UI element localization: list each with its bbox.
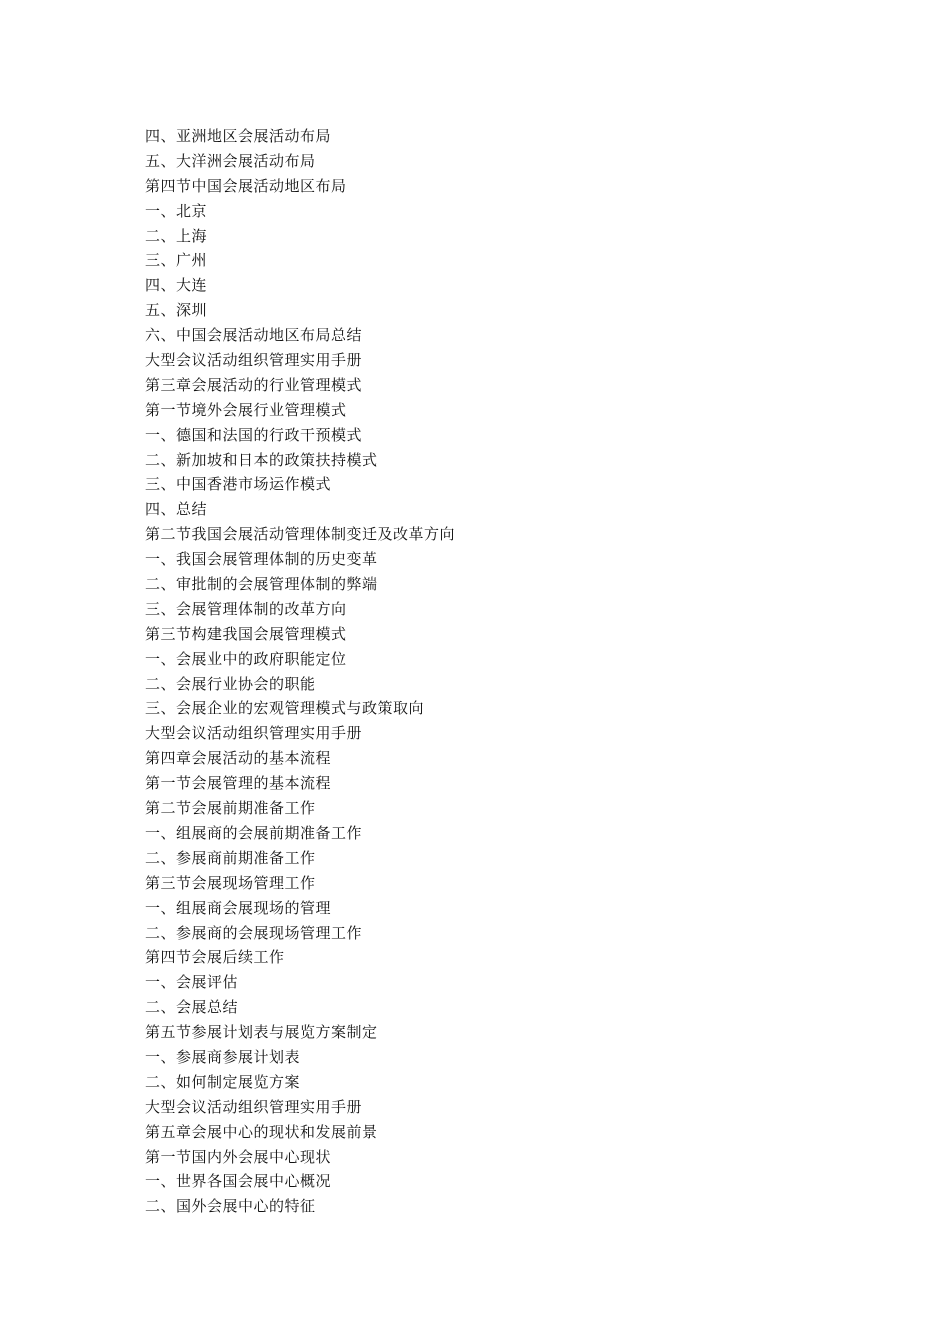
toc-line: 第二节我国会展活动管理体制变迁及改革方向 xyxy=(145,525,456,544)
toc-line: 一、北京 xyxy=(145,201,208,220)
toc-line: 一、我国会展管理体制的历史变革 xyxy=(145,550,378,569)
toc-line: 大型会议活动组织管理实用手册 xyxy=(145,1097,363,1116)
toc-line: 二、上海 xyxy=(145,226,208,245)
toc-line: 第五章会展中心的现状和发展前景 xyxy=(145,1122,378,1141)
toc-line: 一、世界各国会展中心概况 xyxy=(145,1172,332,1191)
toc-line: 四、大连 xyxy=(145,276,208,295)
toc-line: 第三节会展现场管理工作 xyxy=(145,873,316,892)
toc-line: 一、组展商的会展前期准备工作 xyxy=(145,823,363,842)
toc-line: 三、中国香港市场运作模式 xyxy=(145,475,332,494)
toc-line: 二、如何制定展览方案 xyxy=(145,1072,301,1091)
toc-line: 二、国外会展中心的特征 xyxy=(145,1197,316,1216)
toc-line: 第一节会展管理的基本流程 xyxy=(145,774,332,793)
toc-line: 大型会议活动组织管理实用手册 xyxy=(145,724,363,743)
toc-line: 二、参展商前期准备工作 xyxy=(145,848,316,867)
toc-line: 第二节会展前期准备工作 xyxy=(145,799,316,818)
toc-line: 三、会展管理体制的改革方向 xyxy=(145,599,347,618)
toc-line: 一、组展商会展现场的管理 xyxy=(145,898,332,917)
toc-line: 四、亚洲地区会展活动布局 xyxy=(145,127,332,145)
toc-line: 一、会展评估 xyxy=(145,973,239,992)
toc-line: 第四节会展后续工作 xyxy=(145,948,285,967)
toc-line: 二、会展总结 xyxy=(145,998,239,1017)
toc-line: 第五节参展计划表与展览方案制定 xyxy=(145,1023,378,1042)
toc-line: 二、新加坡和日本的政策扶持模式 xyxy=(145,450,378,469)
toc-line: 六、中国会展活动地区布局总结 xyxy=(145,326,363,345)
toc-line: 一、德国和法国的行政干预模式 xyxy=(145,425,363,444)
toc-line: 第一节国内外会展中心现状 xyxy=(145,1147,332,1166)
toc-line: 四、总结 xyxy=(145,500,208,519)
toc-line: 二、审批制的会展管理体制的弊端 xyxy=(145,575,378,594)
toc-line: 一、参展商参展计划表 xyxy=(145,1047,301,1066)
toc-line: 五、深圳 xyxy=(145,301,208,320)
toc-line: 第三节构建我国会展管理模式 xyxy=(145,624,347,643)
toc-line: 第一节境外会展行业管理模式 xyxy=(145,400,347,419)
toc-line: 三、会展企业的宏观管理模式与政策取向 xyxy=(145,699,425,718)
toc-line: 第三章会展活动的行业管理模式 xyxy=(145,375,363,394)
toc-line: 三、广州 xyxy=(145,251,208,270)
toc-line: 一、会展业中的政府职能定位 xyxy=(145,649,347,668)
table-of-contents xyxy=(145,124,455,1219)
toc-line: 五、大洋洲会展活动布局 xyxy=(145,151,316,170)
toc-line: 大型会议活动组织管理实用手册 xyxy=(145,351,363,370)
toc-line: 第四节中国会展活动地区布局 xyxy=(145,176,347,195)
toc-line: 二、参展商的会展现场管理工作 xyxy=(145,923,363,942)
toc-line: 二、会展行业协会的职能 xyxy=(145,674,316,693)
toc-line: 第四章会展活动的基本流程 xyxy=(145,749,332,768)
